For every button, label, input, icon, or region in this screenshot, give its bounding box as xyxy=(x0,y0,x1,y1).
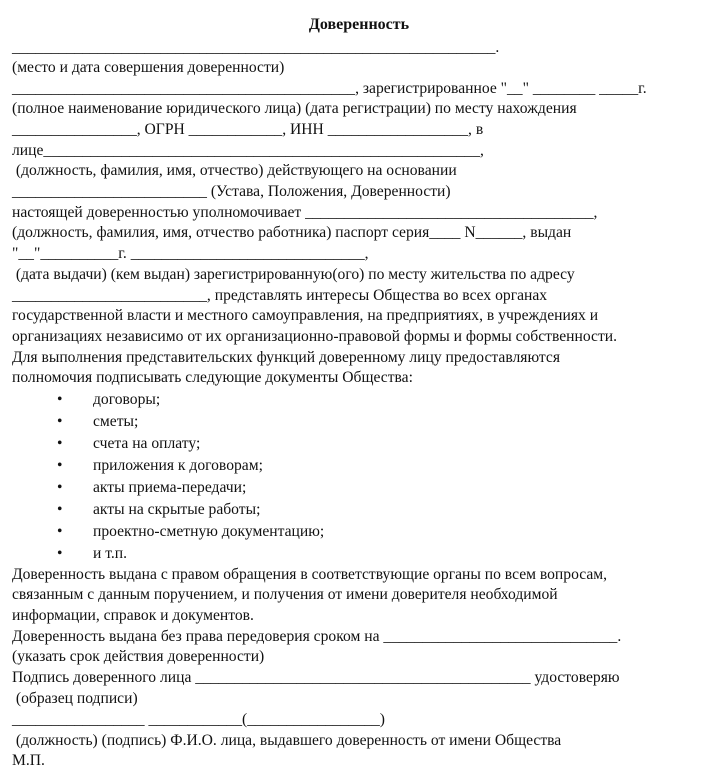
issue-date-line: "__"__________г. ______________________________, xyxy=(12,245,369,262)
issue-caption: (дата выдачи) (кем выдан) зарегистрированную(ого) по месту жительства по адресу xyxy=(12,266,575,283)
person-line: лице________________________________________________________, xyxy=(12,142,484,159)
bullet-icon: • xyxy=(57,391,63,408)
organizations-line: организациях независимо от их организационно-правовой формы и формы собственности. xyxy=(12,328,618,345)
bullet-icon: • xyxy=(57,457,63,474)
rights-line-2: связанным с данным поручением, и получения от имени доверителя необходимой xyxy=(12,586,558,603)
powers-intro-line: Для выполнения представительских функций доверенному лицу предоставляются xyxy=(12,349,560,366)
legal-entity-caption: (полное наименование юридического лица) (дата регистрации) по месту нахождения xyxy=(12,100,577,117)
list-item: сметы; xyxy=(93,413,139,430)
list-item: акты приема-передачи; xyxy=(93,479,247,496)
issuer-signature-line: _________________ ____________(_________________) xyxy=(12,711,385,728)
ogrn-inn-line: ________________, ОГРН ____________, ИНН __________________, в xyxy=(12,121,484,138)
list-item: и т.п. xyxy=(93,545,128,562)
list-item: акты на скрытые работы; xyxy=(93,501,261,518)
document-title: Доверенность xyxy=(308,16,410,33)
person-caption: (должность, фамилия, имя, отчество) действующего на основании xyxy=(12,162,457,179)
list-item: приложения к договорам; xyxy=(93,457,263,474)
basis-line: _________________________ (Устава, Положения, Доверенности) xyxy=(12,183,451,200)
authorities-line: государственной власти и местного самоуправления, на предприятиях, в учреждениях и xyxy=(12,307,599,324)
term-caption: (указать срок действия доверенности) xyxy=(12,648,265,665)
signature-caption: (образец подписи) xyxy=(12,690,138,707)
bullet-icon: • xyxy=(57,435,63,452)
authorizes-line: настоящей доверенностью уполномочивает _____________________________________, xyxy=(12,204,598,221)
place-date-blank: ______________________________________________________________. xyxy=(12,39,500,56)
stamp-place: М.П. xyxy=(12,752,45,769)
rights-line: Доверенность выдана с правом обращения в соответствующие органы по всем вопросам, xyxy=(12,566,608,583)
bullet-icon: • xyxy=(57,501,63,518)
list-item: договоры; xyxy=(93,391,161,408)
term-line: Доверенность выдана без права передоверия сроком на ______________________________. xyxy=(12,628,622,645)
bullet-icon: • xyxy=(57,545,63,562)
powers-intro-line-2: полномочия подписывать следующие документы Общества: xyxy=(12,369,413,386)
passport-line: (должность, фамилия, имя, отчество работника) паспорт серия____ N______, выдан xyxy=(12,224,572,241)
address-line: _________________________, представлять интересы Общества во всех органах xyxy=(12,287,548,304)
bullet-icon: • xyxy=(57,523,63,540)
rights-line-3: информации, справок и документов. xyxy=(12,607,254,624)
list-item: счета на оплату; xyxy=(93,435,201,452)
bullet-icon: • xyxy=(57,413,63,430)
list-item: проектно-сметную документацию; xyxy=(93,523,325,540)
place-date-caption: (место и дата совершения доверенности) xyxy=(12,59,285,76)
bullet-icon: • xyxy=(57,479,63,496)
signature-line: Подпись доверенного лица ___________________________________________ удостоверяю xyxy=(12,669,620,686)
issuer-caption: (должность) (подпись) Ф.И.О. лица, выдавшего доверенность от имени Общества xyxy=(12,732,562,749)
legal-entity-line: ____________________________________________, зарегистрированное "__" ________ _____г. xyxy=(12,80,647,97)
